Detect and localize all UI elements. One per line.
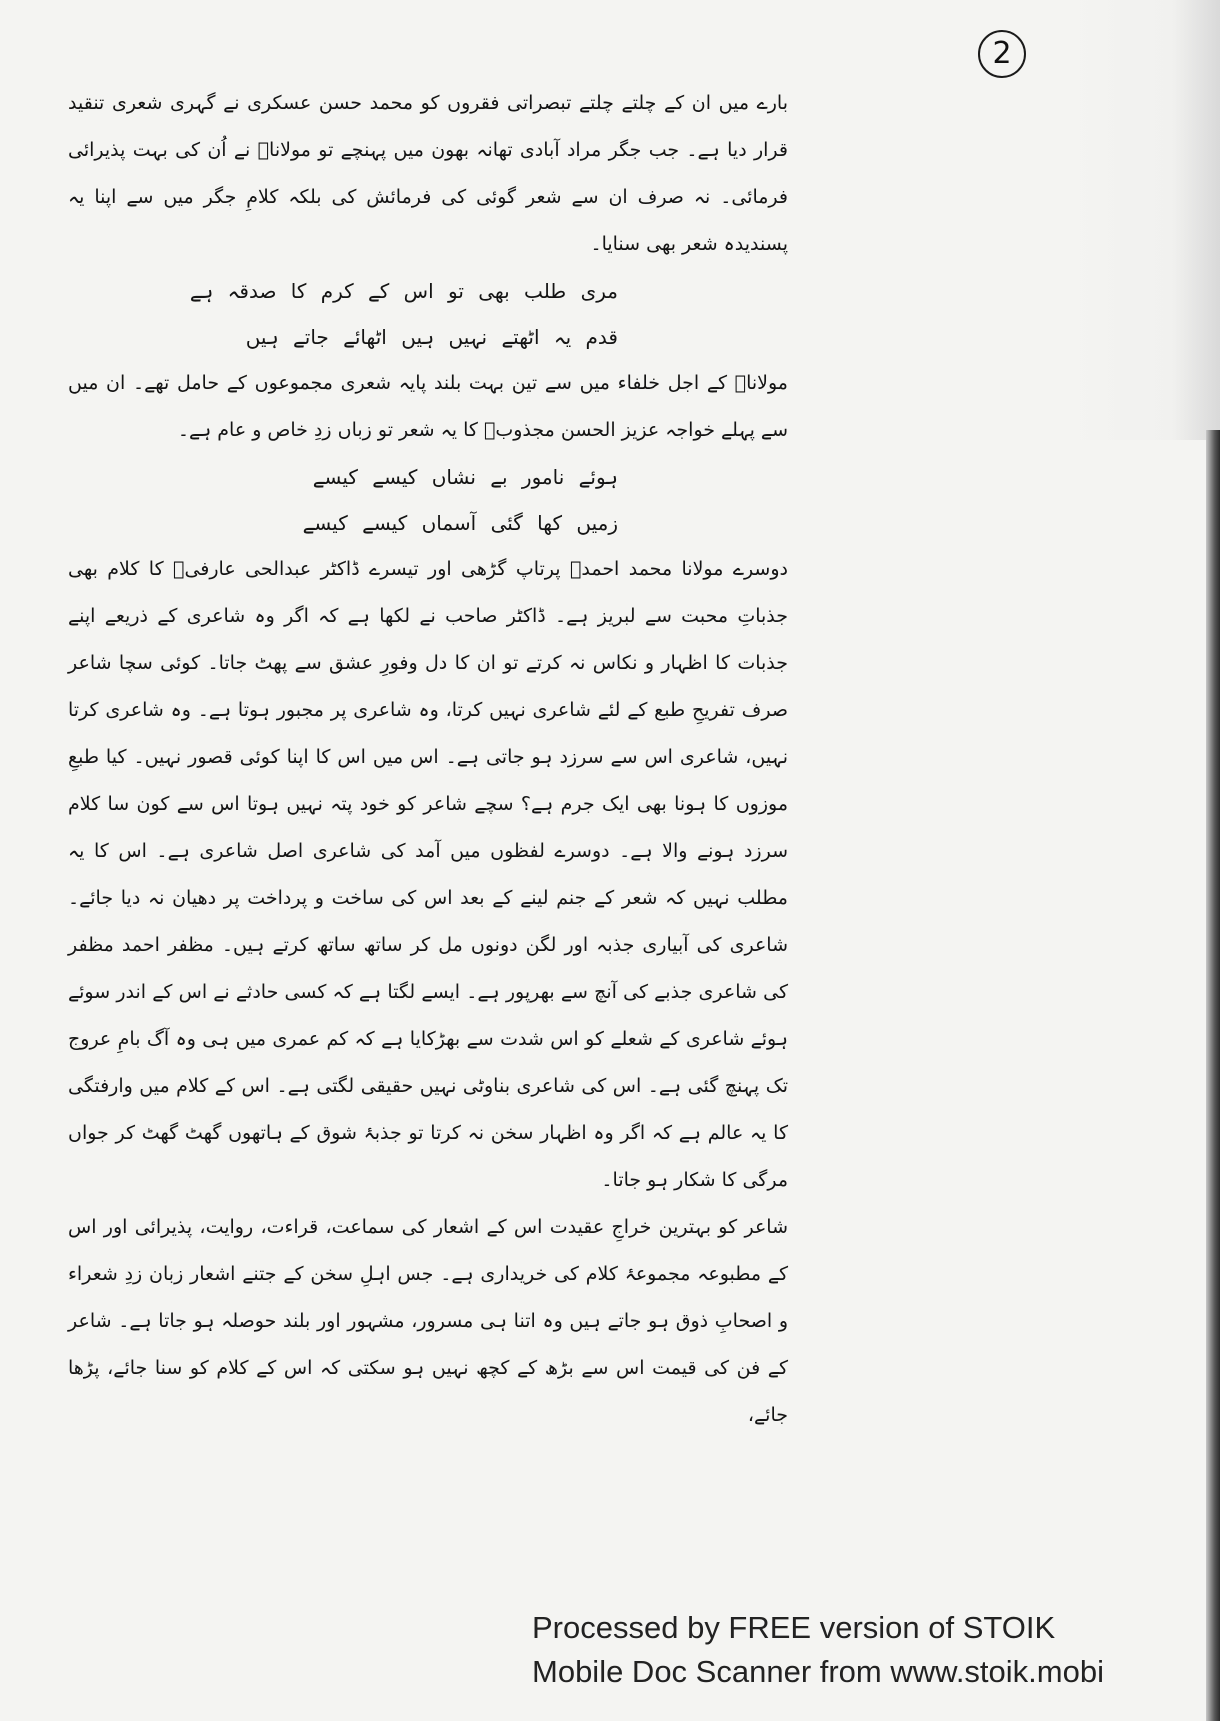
verse-2-line-2: زمیں کھا گئی آسماں کیسے کیسے [302,511,618,535]
page-number: 2 [978,30,1026,78]
article-body [68,80,788,1439]
watermark-line-2: Mobile Doc Scanner from www.stoik.mobi [532,1654,1104,1689]
page-fold-shadow [1060,0,1220,440]
scanner-watermark [532,1606,1192,1694]
paragraph-1: بارے میں ان کے چلتے چلتے تبصراتی فقروں کو محمد حسن عسکری نے گہری شعری تنقید قرار دیا ہے۔ جب جگر مراد آبادی تھانہ بھون میں پہنچے تو مولاناؒ نے اُن کی بہت پذیرائی فرمائی۔ نہ صرف ان سے شعر گوئی کی فرمائش کی بلکہ کلامِ جگر میں سے اپنا یہ پسندیدہ شعر بھی سنایا۔ [68,92,788,255]
verse-2-line-1: ہوئے نامور بے نشاں کیسے کیسے [312,465,618,489]
scanner-edge [1206,430,1220,1721]
verse-1-line-1: مری طلب بھی تو اس کے کرم کا صدقہ ہے [189,279,618,303]
paragraph-2: مولاناؒ کے اجل خلفاء میں سے تین بہت بلند پایہ شعری مجموعوں کے حامل تھے۔ ان میں سے پہلے خواجہ عزیز الحسن مجذوبؔ کا یہ شعر تو زباں زدِ خاص و عام ہے۔ [68,372,788,441]
paragraph-3: دوسرے مولانا محمد احمدؔ پرتاپ گڑھی اور تیسرے ڈاکٹر عبدالحی عارفیؔ کا کلام بھی جذباتِ محبت سے لبریز ہے۔ ڈاکٹر صاحب نے لکھا ہے کہ اگر وہ شاعری کے ذریعے اپنے جذبات کا اظہار و نکاس نہ کرتے تو ان کا دل وفورِ عشق سے پھٹ جاتا۔ کوئی سچا شاعر صرف تفریحِ طبع کے لئے شاعری نہیں کرتا، وہ شاعری پر مجبور ہوتا ہے۔ وہ شاعری کرتا نہیں، شاعری اس سے سرزد ہو جاتی ہے۔ اس میں اس کا اپنا کوئی قصور نہیں۔ کیا طبعِ موزوں کا ہونا بھی ایک جرم ہے؟ سچے شاعر کو خود پتہ نہیں ہوتا اس سے کون سا کلام سرزد ہونے والا ہے۔ دوسرے لفظوں میں آمد کی شاعری اصل شاعری ہے۔ اس کا یہ مطلب نہیں کہ شعر کے جنم لینے کے بعد اس کی ساخت و پرداخت پر دھیان نہ دیا جائے۔ شاعری کی آبیاری جذبہ اور لگن دونوں مل کر ساتھ ساتھ کرتے ہیں۔ مظفر احمد مظفر کی شاعری جذبے کی آنچ سے بھرپور ہے۔ ایسے لگتا ہے کہ کسی حادثے نے اس کے اندر سوئے ہوئے شاعری کے شعلے کو اس شدت سے بھڑکایا ہے کہ کم عمری میں ہی وہ آگ بامِ عروج تک پہنچ گئی ہے۔ اس کی شاعری بناوٹی نہیں حقیقی لگتی ہے۔ اس کے کلام میں وارفتگی کا یہ عالم ہے کہ اگر وہ اظہار سخن نہ کرتا تو جذبۂ شوق کے ہاتھوں گھٹ گھٹ کر جواں مرگی کا شکار ہو جاتا۔ [68,558,788,1191]
verse-1-line-2: قدم یہ اٹھتے نہیں ہیں اٹھائے جاتے ہیں [245,325,618,349]
watermark-line-1: Processed by FREE version of STOIK [532,1610,1056,1645]
paragraph-4: شاعر کو بہترین خراجِ عقیدت اس کے اشعار کی سماعت، قراءت، روایت، پذیرائی اور اس کے مطبوعہ مجموعۂ کلام کی خریداری ہے۔ جس اہلِ سخن کے جتنے اشعار زبان زدِ شعراء و اصحابِ ذوق ہو جاتے ہیں وہ اتنا ہی مسرور، مشہور اور بلند حوصلہ ہو جاتا ہے۔ شاعر کے فن کی قیمت اس سے بڑھ کے کچھ نہیں ہو سکتی کہ اس کے کلام کو سنا جائے، پڑھا جائے، [68,1216,788,1426]
